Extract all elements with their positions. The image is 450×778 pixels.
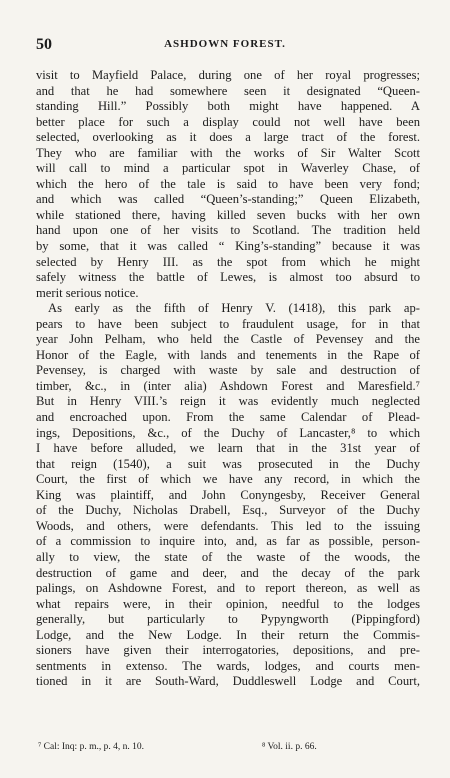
text-line: hand upon one of her visits to Scotland. The tradition held <box>36 223 420 238</box>
paragraph-start-line: As early as the fifth of Henry V. (1418), this park ap- <box>48 301 420 316</box>
text-line: ally to view, the state of the waste of the woods, the <box>36 549 420 564</box>
text-line: will call to mind a particular spot in Waverley Chase, of <box>36 161 420 176</box>
text-line: selected, overlooking as it does a large tract of the forest. <box>36 130 420 145</box>
text-line: But in Henry VIII.’s reign it was evidently much neglected <box>36 394 420 409</box>
text-line: Honor of the Eagle, with lands and tenements in the Rape of <box>36 347 420 362</box>
footnote: ⁷ Cal: Inq: p. m., p. 4, n. 10. <box>38 742 144 752</box>
text-line: Woods, and others, were defendants. This led to the issuing <box>36 518 420 533</box>
text-line: Pevensey, is charged with waste by sale and destruction of <box>36 363 420 378</box>
text-line: sioners have given their interrogatories, depositions, and pre- <box>36 643 420 658</box>
text-line: pears to have been subject to fraudulent usage, for in that <box>36 316 420 331</box>
text-line: better place for such a display could not well have been <box>36 114 420 129</box>
page-header <box>36 36 414 56</box>
text-line: selected by Henry III. as the spot from which he might <box>36 254 420 269</box>
text-line: merit serious notice. <box>36 285 139 300</box>
text-line: ings, Depositions, &c., of the Duchy of Lancaster,⁸ to which <box>36 425 420 440</box>
footnote: ⁸ Vol. ii. p. 66. <box>262 742 317 752</box>
text-line: what repairs were, in their opinion, needful to the lodges <box>36 596 420 611</box>
text-line: Court, the first of which we have any record, in which the <box>36 472 420 487</box>
text-line: by some, that it was called “ King’s-standing” because it was <box>36 239 420 254</box>
page-number: 50 <box>36 36 52 53</box>
text-line: destruction of game and deer, and the decay of the park <box>36 565 420 580</box>
text-line: standing Hill.” Possibly both might have happened. A <box>36 99 420 114</box>
text-line: timber, &c., in (inter alia) Ashdown Forest and Maresfield.⁷ <box>36 378 420 393</box>
text-line: safely witness the battle of Lewes, is almost too absurd to <box>36 270 420 285</box>
text-line: I have before alluded, we learn that in the 31st year of <box>36 441 420 456</box>
text-line: sentments in extenso. The wards, lodges, and courts men- <box>36 658 420 673</box>
text-line: of the Duchy, Nicholas Drabell, Esq., Surveyor of the Duchy <box>36 503 420 518</box>
text-line: visit to Mayfield Palace, during one of her royal progresses; <box>36 68 420 82</box>
text-line: year John Pelham, who held the Castle of Pevensey and the <box>36 332 420 347</box>
text-line: King was plaintiff, and John Conyngesby, Receiver General <box>36 487 420 502</box>
text-line: which the hero of the tale is said to have been very fond; <box>36 176 420 191</box>
text-line: palings, on Ashdowne Forest, and to report thereon, as well as <box>36 581 420 596</box>
text-line: generally, but particularly to Pypyngworth (Pippingford) <box>36 612 420 627</box>
text-line: that reign (1540), a suit was prosecuted in the Duchy <box>36 456 420 471</box>
running-title: ASHDOWN FOREST. <box>164 38 286 50</box>
text-line: tioned in it are South-Ward, Duddleswell Lodge and Court, <box>36 674 420 689</box>
text-line: and encroached upon. From the same Calendar of Plead- <box>36 410 420 425</box>
text-line: of a commission to inquire into, and, as far as possible, person- <box>36 534 420 549</box>
text-line: Lodge, and the New Lodge. In their return the Commis- <box>36 627 420 642</box>
text-line: while stationed there, having killed seven bucks with her own <box>36 207 420 222</box>
body-text <box>36 68 420 690</box>
text-line: They who are familiar with the works of Sir Walter Scott <box>36 145 420 160</box>
text-line: and that he had somewhere seen it designated “Queen- <box>36 83 420 98</box>
text-line: and which was called “Queen’s-standing;” Queen Elizabeth, <box>36 192 420 207</box>
